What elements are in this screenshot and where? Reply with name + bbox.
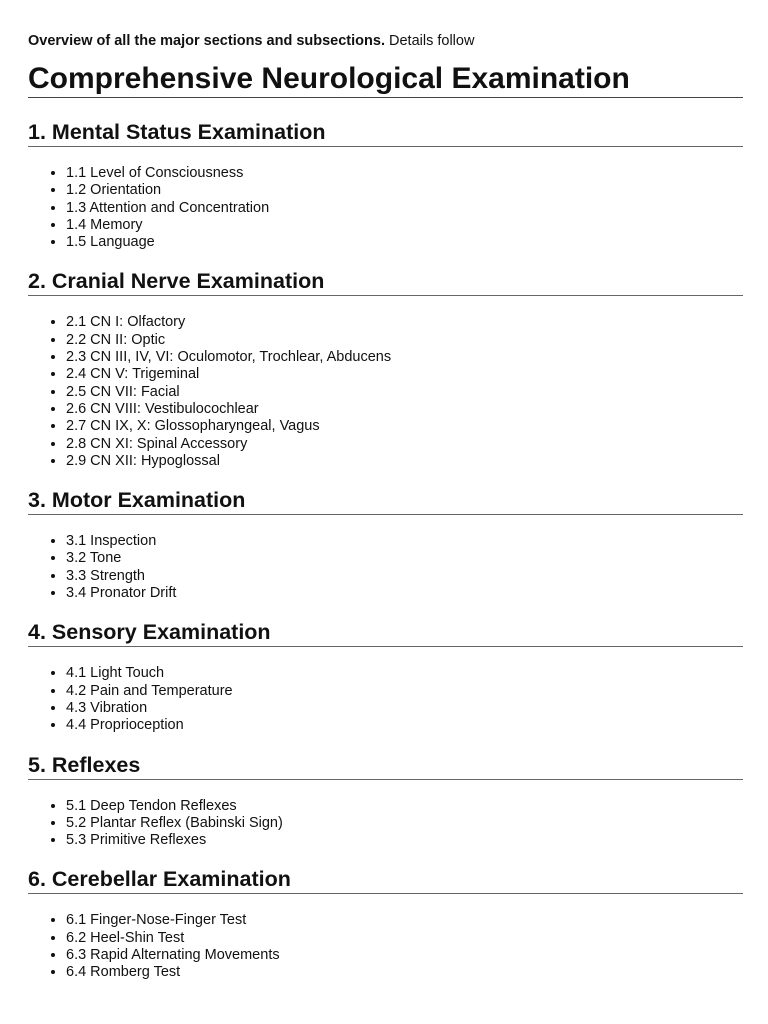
list-item: • 6.1 Finger-Nose-Finger Test: [66, 912, 743, 929]
list-item: • 5.2 Plantar Reflex (Babinski Sign): [66, 815, 743, 832]
list-item: • 5.1 Deep Tendon Reflexes: [66, 798, 743, 815]
list-item: • 3.3 Strength: [66, 568, 743, 585]
list-item: • 4.1 Light Touch: [66, 665, 743, 682]
section-heading: 6. Cerebellar Examination: [28, 865, 743, 894]
list-item: • 2.2 CN II: Optic: [66, 332, 743, 349]
intro-text: [28, 0, 743, 50]
subsection-list: [28, 912, 743, 981]
list-item: • 2.3 CN III, IV, VI: Oculomotor, Trochlear, Abducens: [66, 349, 743, 366]
section-heading: 4. Sensory Examination: [28, 618, 743, 647]
list-item: • 2.4 CN V: Trigeminal: [66, 366, 743, 383]
list-item: • 1.5 Language: [66, 234, 743, 251]
list-item: • 5.3 Primitive Reflexes: [66, 832, 743, 849]
subsection-list: [28, 665, 743, 734]
section-heading: 5. Reflexes: [28, 751, 743, 780]
subsection-list: [28, 165, 743, 251]
subsection-list: [28, 798, 743, 850]
list-item: • 6.4 Romberg Test: [66, 964, 743, 981]
list-item: • 2.6 CN VIII: Vestibulocochlear: [66, 401, 743, 418]
section-cerebellar: [28, 865, 743, 981]
section-heading: 3. Motor Examination: [28, 486, 743, 515]
list-item: • 3.4 Pronator Drift: [66, 585, 743, 602]
section-heading: 1. Mental Status Examination: [28, 118, 743, 147]
list-item: • 1.1 Level of Consciousness: [66, 165, 743, 182]
section-cranial-nerve: [28, 267, 743, 470]
list-item: • 2.1 CN I: Olfactory: [66, 314, 743, 331]
list-item: • 2.5 CN VII: Facial: [66, 384, 743, 401]
list-item: • 6.2 Heel-Shin Test: [66, 930, 743, 947]
page-title: Comprehensive Neurological Examination: [28, 61, 743, 98]
section-reflexes: [28, 751, 743, 850]
section-sensory: [28, 618, 743, 734]
list-item: • 2.7 CN IX, X: Glossopharyngeal, Vagus: [66, 418, 743, 435]
intro-bold: Overview of all the major sections and subsections.: [28, 33, 385, 49]
section-motor: [28, 486, 743, 602]
intro-rest: Details follow: [384, 33, 475, 49]
list-item: • 2.9 CN XII: Hypoglossal: [66, 453, 743, 470]
list-item: • 3.2 Tone: [66, 550, 743, 567]
list-item: • 3.1 Inspection: [66, 533, 743, 550]
section-heading: 2. Cranial Nerve Examination: [28, 267, 743, 296]
list-item: • 4.3 Vibration: [66, 700, 743, 717]
list-item: • 1.3 Attention and Concentration: [66, 200, 743, 217]
list-item: • 1.2 Orientation: [66, 182, 743, 199]
list-item: • 4.4 Proprioception: [66, 717, 743, 734]
section-mental-status: [28, 118, 743, 251]
subsection-list: [28, 314, 743, 470]
list-item: • 2.8 CN XI: Spinal Accessory: [66, 436, 743, 453]
list-item: • 1.4 Memory: [66, 217, 743, 234]
list-item: • 6.3 Rapid Alternating Movements: [66, 947, 743, 964]
subsection-list: [28, 533, 743, 602]
list-item: • 4.2 Pain and Temperature: [66, 683, 743, 700]
